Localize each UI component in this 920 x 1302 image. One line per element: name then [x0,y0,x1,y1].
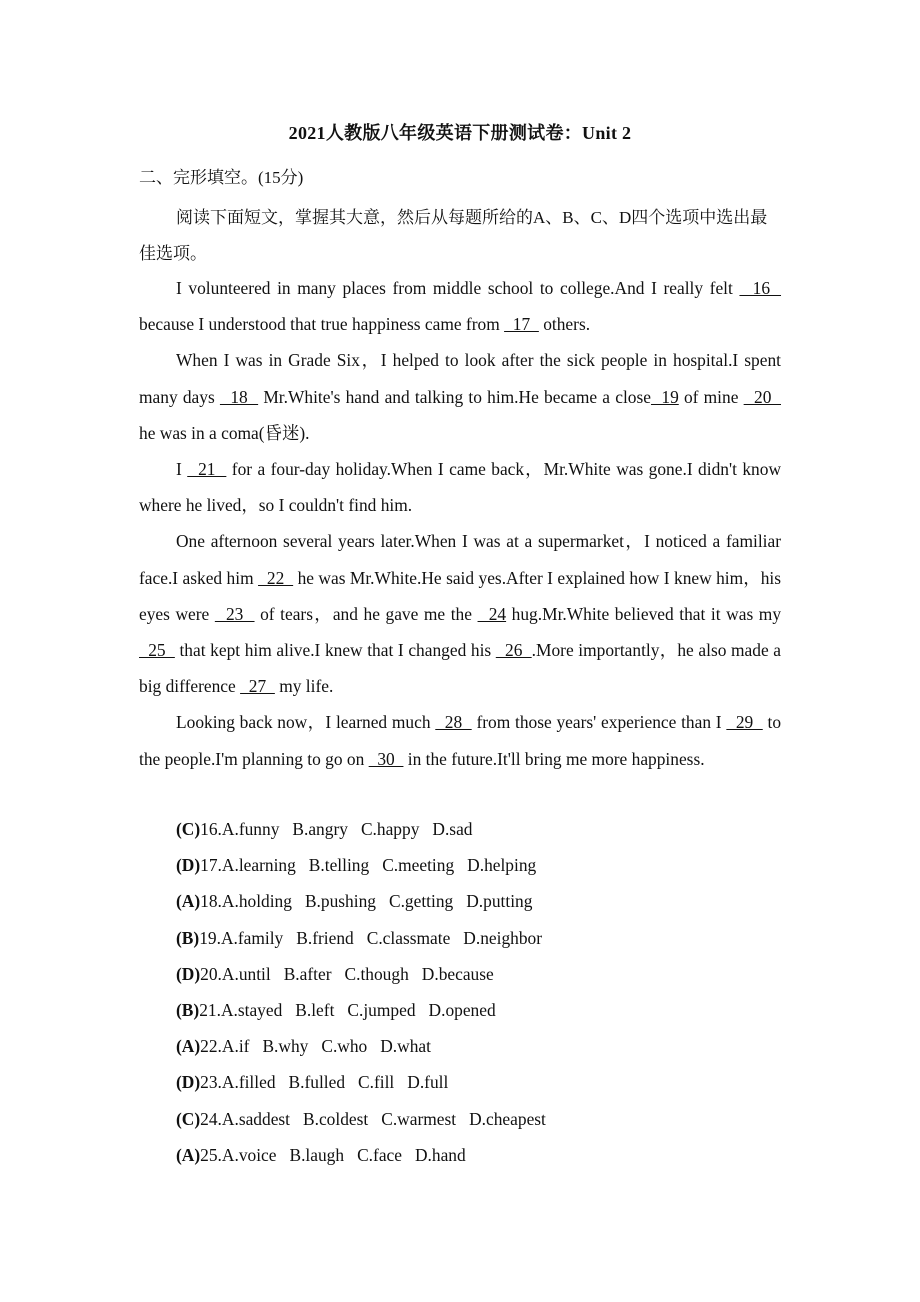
blank-23: 23 [214,603,255,624]
question-number: 16. [200,819,222,839]
option-c: C.getting [388,891,454,912]
option-d: D.putting [466,891,533,912]
blank-26: 26 [495,640,532,661]
blank-28: 28 [435,712,472,733]
question-row [176,847,559,883]
paragraph-5: Looking back now，I learned much 28 from those years' experience than I 29 to the people.I'm planning to go on 30 in the future.It'll bring me more happiness. [139,712,782,769]
blank-16: 16 [739,278,782,298]
option-b: B.why [262,1036,309,1057]
option-a: A.stayed [220,1000,283,1021]
option-a: A.until [221,963,271,984]
option-c: C.who [321,1036,368,1057]
blank-24: 24 [477,603,507,624]
option-a: A.funny [221,819,280,839]
option-d: D.cheapest [469,1108,546,1129]
blank-25: 25 [139,640,175,661]
question-row [176,1101,559,1137]
answer-key: (B) [176,1000,200,1021]
option-a: A.family [220,927,284,948]
paragraph-3: I 21 for a four-day holiday.When I came back，Mr.White was gone.I didn't know where he lived，so I couldn't find him. [139,459,781,516]
option-a: A.if [221,1036,250,1057]
option-a: A.voice [221,1144,277,1165]
blank-29: 29 [726,712,763,733]
option-d: D.because [421,963,494,984]
option-d: D.what [380,1036,431,1057]
answer-key: (C) [176,1108,201,1129]
instructions: 阅读下面短文，掌握其大意，然后从每题所给的A、B、C、D四个选项中选出最佳选项。 [139,208,768,263]
option-c: C.fill [358,1072,395,1093]
option-c: C.meeting [382,855,455,876]
option-b: B.pushing [304,891,376,912]
paragraph-4: One afternoon several years later.When I was at a supermarket，I noticed a familiar face.I asked him 22 he was Mr.White.He said yes.After I explained how I knew him，his eyes were 23 of tears，and he gave me the 24 hug.Mr.White believed that it was my 25 that kept him alive.I knew that I changed his 26 .More importantly，he also made a big difference 27 my life. [139,531,782,697]
question-number: 22. [200,1036,222,1057]
answer-key: (A) [176,1036,201,1057]
option-a: A.filled [221,1072,276,1093]
question-number: 24. [200,1108,222,1129]
option-d: D.full [407,1072,449,1093]
option-a: A.holding [221,891,292,912]
answer-options [176,811,559,1173]
question-number: 19. [199,927,221,948]
blank-20: 20 [743,386,781,407]
option-b: B.coldest [303,1108,369,1129]
option-a: A.saddest [221,1108,291,1129]
question-row [176,920,559,956]
paragraph-1: I volunteered in many places from middle school to college.And I really felt 16 because I understood that true happiness came from 17 others. [139,278,782,335]
section-heading: 二、完形填空。(15分) [139,168,304,187]
answer-key: (C) [176,819,201,839]
option-d: D.sad [432,819,473,839]
document-title: 2021人教版八年级英语下册测试卷：Unit 2 [288,123,632,143]
answer-key: (B) [176,927,200,948]
option-c: C.though [344,963,409,984]
option-c: C.happy [360,819,420,839]
question-row [176,811,559,847]
option-c: C.jumped [347,1000,416,1021]
option-b: B.fulled [288,1072,346,1093]
question-number: 17. [200,855,222,876]
question-row [176,1028,559,1064]
blank-21: 21 [187,459,227,480]
question-number: 20. [200,963,222,984]
question-row [176,883,559,919]
answer-key: (A) [176,891,201,912]
blank-18: 18 [219,386,259,407]
question-number: 18. [200,891,222,912]
option-c: C.warmest [381,1108,457,1129]
option-d: D.opened [428,1000,496,1021]
option-d: D.hand [414,1144,466,1165]
blank-19: 19 [650,386,679,407]
blank-22: 22 [258,567,294,588]
question-number: 23. [200,1072,222,1093]
answer-key: (A) [176,1144,201,1165]
option-b: B.laugh [289,1144,345,1165]
option-c: C.face [357,1144,402,1165]
blank-30: 30 [368,748,404,769]
blank-27: 27 [240,676,275,697]
option-b: B.left [295,1000,335,1021]
answer-key: (D) [176,855,201,876]
answer-key: (D) [176,963,201,984]
cloze-passage [139,270,781,777]
option-c: C.classmate [366,927,451,948]
paragraph-2: When I was in Grade Six，I helped to look after the sick people in hospital.I spent many days 18 Mr.White's hand and talking to him.He became a close 19 of mine 20 he was in a coma(昏迷). [139,350,781,443]
option-b: B.angry [292,819,348,839]
option-d: D.helping [467,855,537,876]
question-row [176,1137,559,1173]
question-row [176,992,559,1028]
blank-17: 17 [504,314,539,335]
question-number: 25. [200,1144,222,1165]
option-b: B.friend [296,927,354,948]
option-d: D.neighbor [463,927,543,948]
option-a: A.learning [221,855,296,876]
answer-key: (D) [176,1072,201,1093]
question-row [176,956,559,992]
option-b: B.after [283,963,332,984]
question-row [176,1064,559,1100]
option-b: B.telling [308,855,370,876]
question-number: 21. [199,1000,221,1021]
